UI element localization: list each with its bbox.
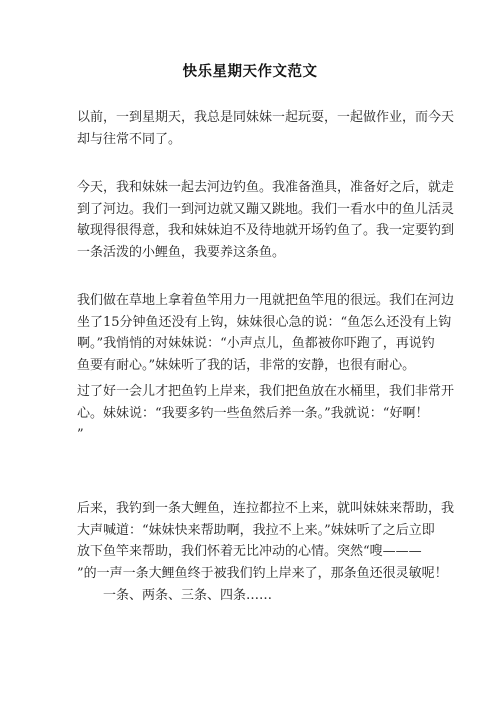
paragraph-line: 我们做在草地上拿着鱼竿用力一甩就把鱼竿甩的很远。我们在河边 xyxy=(77,293,455,308)
paragraph-line: 坐了15分钟鱼还没有上钩，妹妹很心急的说：“鱼怎么还没有上钩 xyxy=(77,314,452,330)
paragraph-line: 到了河边。我们一到河边就又蹦又跳地。我们一看水中的鱼儿活灵 xyxy=(77,201,455,217)
paragraph-line: 过了好一会儿才把鱼钓上岸来，我们把鱼放在水桶里，我们非常开 xyxy=(77,384,455,399)
paragraph-line: 鱼要有耐心。”妹妹听了我的话，非常的安静，也很有耐心。 xyxy=(77,358,416,374)
paragraph-4 xyxy=(77,381,455,446)
paragraph-1 xyxy=(77,107,455,150)
paragraph-line: 后来，我钓到一条大鲤鱼，连拉都拉不上来，就叫妹妹来帮助，我 xyxy=(77,501,455,516)
paragraph-line: 一条、两条、三条、四条…… xyxy=(77,587,273,603)
paragraph-line: 啊。”我悄悄的对妹妹说：“小声点儿，鱼都被你吓跑了，再说钓 xyxy=(77,336,435,352)
paragraph-line: 一条活泼的小鲤鱼，我要养这条鱼。 xyxy=(77,245,286,261)
paragraph-line: ” xyxy=(77,427,84,443)
paragraph-3 xyxy=(77,290,455,377)
paragraph-line: 今天，我和妹妹一起去河边钓鱼。我准备渔具，准备好之后，就走 xyxy=(77,180,455,195)
paragraph-line: 放下鱼竿来帮助，我们怀着无比冲动的心情。突然“嗖——— xyxy=(77,544,422,560)
paragraph-line: 却与往常不同了。 xyxy=(77,131,182,147)
paragraph-line: 大声喊道：“妹妹快来帮助啊，我拉不上来。”妹妹听了之后立即 xyxy=(77,522,435,538)
paragraph-5 xyxy=(77,498,455,607)
paragraph-2 xyxy=(77,177,455,264)
document-title: 快乐星期天作文范文 xyxy=(182,63,318,80)
paragraph-line: 以前，一到星期天，我总是同妹妹一起玩耍，一起做作业，而今天 xyxy=(77,110,455,125)
paragraph-line: ”的一声一条大鲤鱼终于被我们钓上岸来了，那条鱼还很灵敏呢！ xyxy=(77,566,448,582)
paragraph-line: 敏现得很得意，我和妹妹迫不及待地就开场钓鱼了。我一定要钓到 xyxy=(77,223,455,239)
paragraph-line: 心。妹妹说：“我要多钓一些鱼然后养一条。”我就说：“好啊！ xyxy=(77,405,429,421)
